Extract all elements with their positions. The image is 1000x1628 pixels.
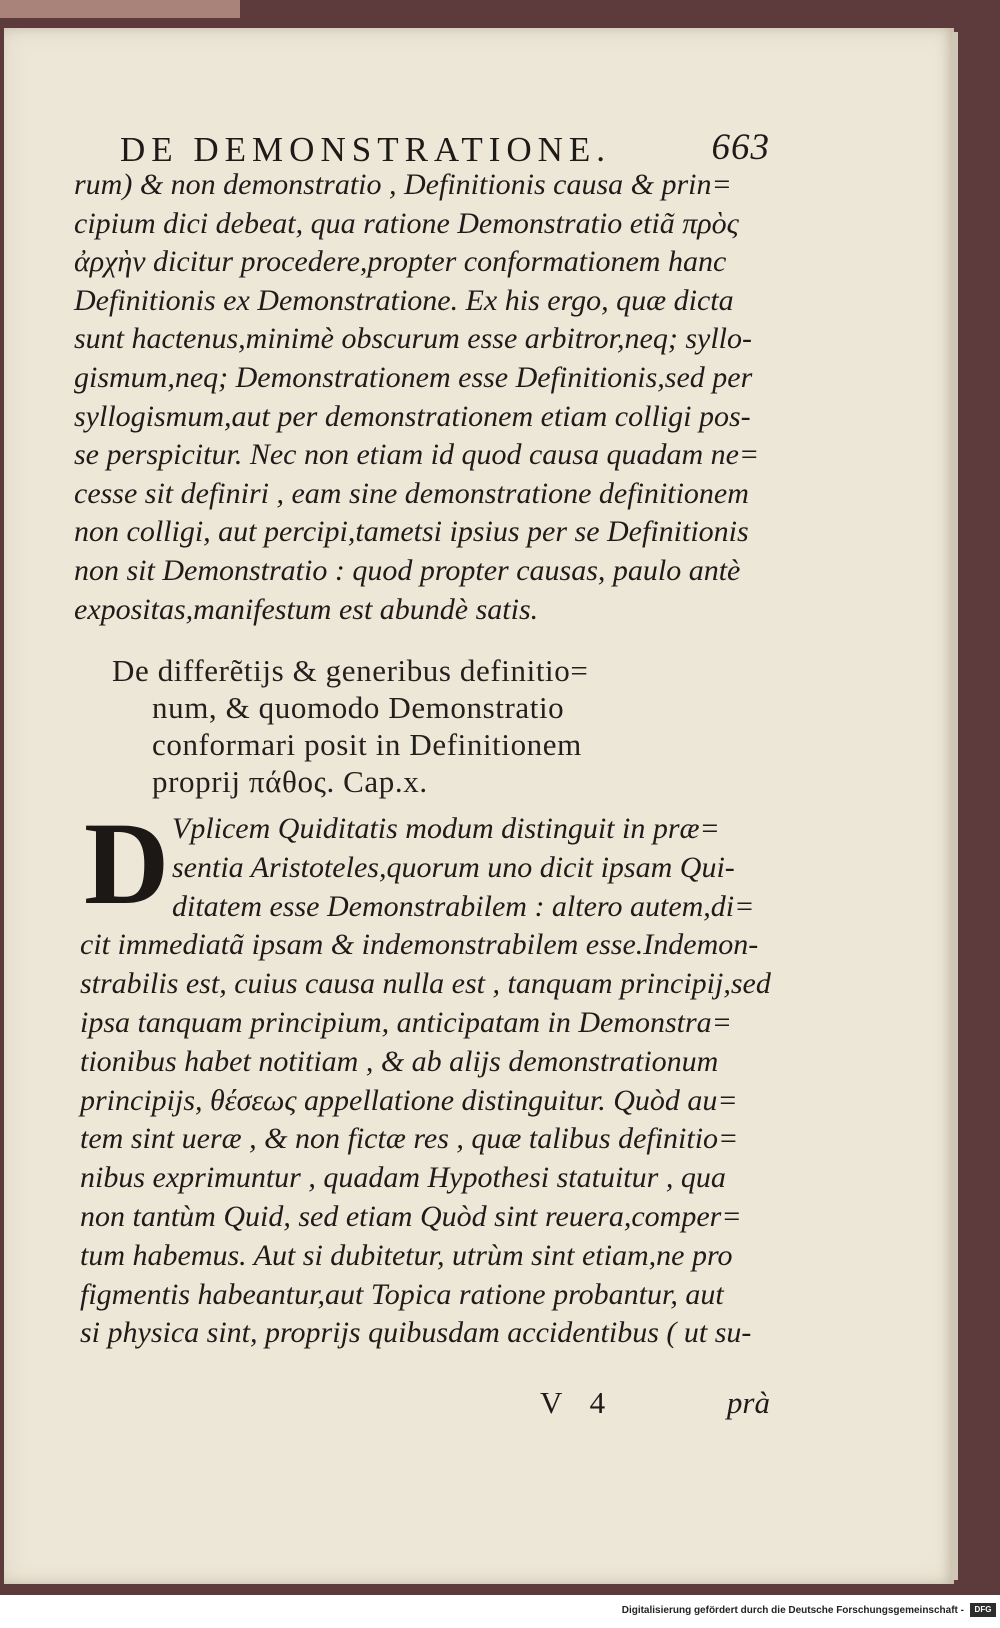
- text-line: Definitionis ex Demonstratione. Ex his ergo, quæ dicta: [74, 283, 734, 317]
- text-line: si physica sint, proprijs quibusdam accidentibus ( ut su-: [80, 1316, 752, 1350]
- text-line: cit immediatã ipsam & indemonstrabilem esse.Indemon-: [80, 928, 759, 962]
- text-line: principijs, θέσεως appellatione distinguitur. Quòd au=: [80, 1083, 738, 1117]
- text-line: sentia Aristoteles,quorum uno dicit ipsam Qui-: [172, 850, 735, 884]
- lower-paragraph: [80, 798, 771, 1353]
- text-line: tem sint ueræ , & non fictæ res , quæ talibus definitio=: [80, 1122, 739, 1156]
- text-line: tum habemus. Aut si dubitetur, utrùm sint etiam,ne pro: [80, 1238, 733, 1272]
- text-line: strabilis est, cuius causa nulla est , tanquam principij,sed: [80, 967, 771, 1001]
- footer-credit: Digitalisierung gefördert durch die Deutsche Forschungsgemeinschaft -: [621, 1605, 964, 1616]
- text-line: non sit Demonstratio : quod propter causas, paulo antè: [74, 553, 741, 587]
- upper-paragraph: [74, 166, 764, 629]
- running-title: DE DEMONSTRATIONE.: [120, 130, 612, 169]
- text-line: cesse sit definiri , eam sine demonstratione definitionem: [74, 476, 749, 510]
- text-line: cipium dici debeat, qua ratione Demonstratio etiã πρὸς: [74, 206, 739, 240]
- page-number: 663: [711, 127, 770, 168]
- text-line: Vplicem Quiditatis modum distinguit in præ=: [172, 812, 720, 845]
- heading-line: num, & quomodo Demonstratio: [152, 690, 565, 725]
- dfg-logo: DFG: [970, 1603, 996, 1617]
- signature-mark: V 4: [540, 1385, 616, 1420]
- text-line: ditatem esse Demonstrabilem : altero autem,di=: [172, 889, 755, 923]
- text-line: sunt hactenus,minimè obscurum esse arbitror,neq; syllo-: [74, 322, 752, 356]
- digitization-footer: [0, 1597, 1000, 1628]
- heading-line: conformari posit in Definitionem: [152, 727, 582, 762]
- page-edge: [952, 32, 958, 1580]
- text-line: non colligi, aut percipi,tametsi ipsius per se Definitionis: [74, 515, 749, 549]
- text-line: nibus exprimuntur , quadam Hypothesi statuitur , qua: [80, 1161, 726, 1195]
- text-line: syllogismum,aut per demonstrationem etiam colligi pos-: [74, 399, 751, 433]
- text-line: non tantùm Quid, sed etiam Quòd sint reuera,comper=: [80, 1199, 742, 1233]
- text-line: gismum,neq; Demonstrationem esse Definitionis,sed per: [74, 360, 753, 394]
- text-line: tionibus habet notitiam , & ab alijs demonstrationum: [80, 1044, 719, 1078]
- drop-cap: D: [84, 798, 170, 929]
- spine-strip: [0, 0, 240, 18]
- text-line: ipsa tanquam principium, anticipatam in Demonstra=: [80, 1005, 732, 1039]
- text-line: expositas,manifestum est abundè satis.: [74, 592, 539, 626]
- text-line: rum) & non demonstratio , Definitionis causa & prin=: [74, 168, 732, 201]
- running-header: [120, 127, 770, 170]
- text-line: figmentis habeantur,aut Topica ratione probantur, aut: [80, 1277, 724, 1311]
- catchword: prà: [726, 1385, 770, 1420]
- text-line: se perspicitur. Nec non etiam id quod causa quadam ne=: [74, 438, 760, 472]
- heading-line: De differẽtijs & generibus definitio=: [112, 653, 589, 688]
- heading-line: proprij πάθος. Cap.x.: [152, 764, 428, 799]
- chapter-heading: [112, 652, 692, 800]
- text-line: ἀρχὴν dicitur procedere,propter conformationem hanc: [74, 245, 727, 279]
